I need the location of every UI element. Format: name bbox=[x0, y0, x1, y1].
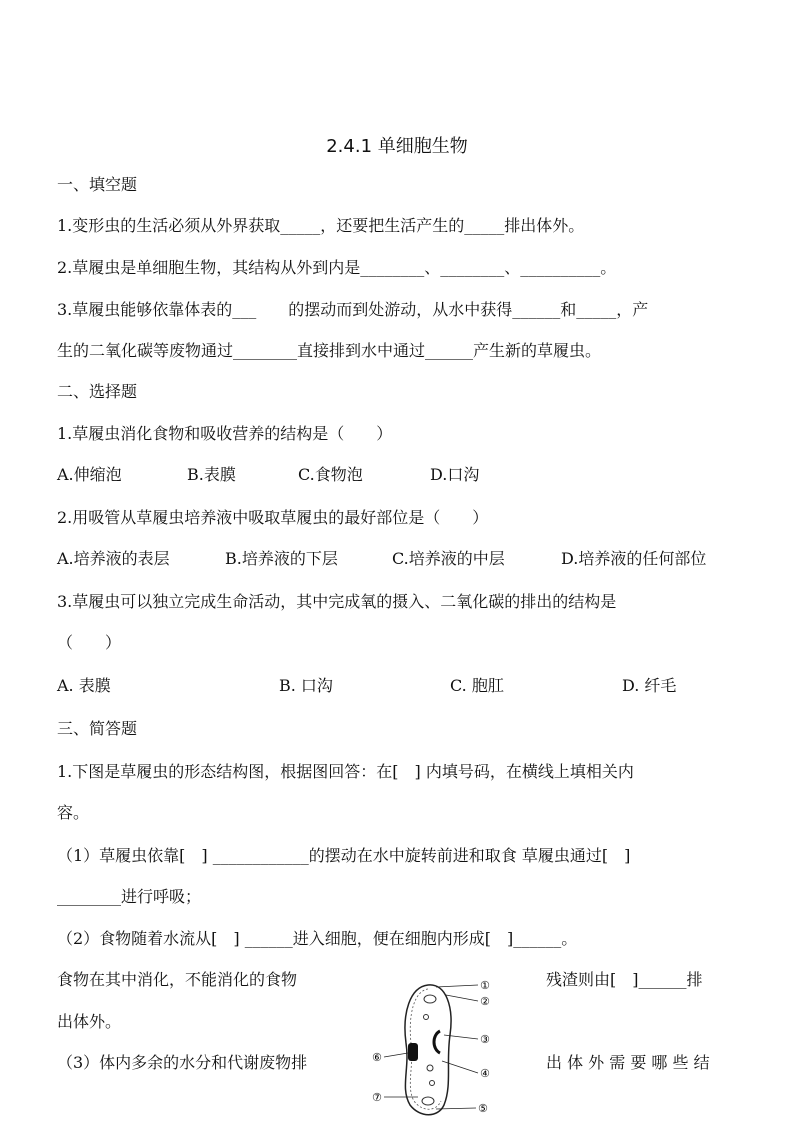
food-vacuole-a bbox=[427, 1065, 433, 1071]
choice-3-option-a: A. 表膜 bbox=[57, 676, 111, 695]
contractile-vacuole bbox=[424, 995, 436, 1003]
food-vacuole-b bbox=[424, 1015, 429, 1020]
oral-groove bbox=[434, 1031, 440, 1053]
label-3: ③ bbox=[480, 1033, 490, 1046]
label-1: ① bbox=[480, 979, 490, 992]
short-question-1-line-1: 1.下图是草履虫的形态结构图，根据图回答：在[ ] 内填号码，在横线上填相关内 bbox=[57, 762, 634, 781]
fill-question-3-line-1: 3.草履虫能够依靠体表的___ 的摆动而到处游动，从水中获得______和_____，产 bbox=[57, 300, 649, 319]
choice-1-option-b: B.表膜 bbox=[187, 465, 236, 484]
choice-2-option-a: A.培养液的表层 bbox=[57, 549, 170, 568]
choice-2-option-c: C.培养液的中层 bbox=[392, 549, 505, 568]
label-4: ④ bbox=[480, 1067, 490, 1080]
choice-1-option-c: C.食物泡 bbox=[298, 465, 363, 484]
choice-2-option-b: B.培养液的下层 bbox=[225, 549, 338, 568]
leader-line-6 bbox=[384, 1053, 408, 1057]
choice-3-option-b: B. 口沟 bbox=[279, 676, 333, 695]
page-title: 2.4.1 单细胞生物 bbox=[326, 136, 468, 157]
food-vacuole-c bbox=[430, 1081, 435, 1086]
sub-question-2-line-1: （2）食物随着水流从[ ] ______进入细胞，便在细胞内形成[ ]______。 bbox=[57, 929, 578, 948]
choice-2-option-d: D.培养液的任何部位 bbox=[561, 549, 707, 568]
leader-line-4 bbox=[442, 1061, 478, 1073]
label-7: ⑦ bbox=[372, 1091, 382, 1104]
leader-line-2 bbox=[446, 995, 478, 1001]
choice-3-option-c: C. 胞肛 bbox=[450, 676, 504, 695]
fill-question-1: 1.变形虫的生活必须从外界获取_____，还要把生活产生的_____排出体外。 bbox=[57, 216, 585, 235]
leader-line-1 bbox=[436, 985, 478, 987]
sub-question-2-line-2-right: 残渣则由[ ]______排 bbox=[546, 970, 703, 989]
short-question-1-line-2: 容。 bbox=[57, 803, 90, 822]
sub-question-1-line-1: （1）草履虫依靠[ ] ____________的摆动在水中旋转前进和取食 草履虫通过[ ] bbox=[57, 846, 631, 865]
fill-question-3-line-2: 生的二氧化碳等废物通过________直接排到水中通过______产生新的草履虫。 bbox=[57, 341, 602, 360]
paramecium-diagram bbox=[370, 973, 500, 1123]
choice-question-1: 1.草履虫消化食物和吸收营养的结构是（ ） bbox=[57, 424, 393, 443]
sub-question-3-left: （3）体内多余的水分和代谢废物排 bbox=[57, 1053, 308, 1072]
label-5: ⑤ bbox=[478, 1102, 488, 1115]
choice-question-3-line-2: （ ） bbox=[57, 633, 122, 652]
section-heading-short-answer: 三、简答题 bbox=[57, 719, 138, 738]
sub-question-3-right: 出 体 外 需 要 哪 些 结 bbox=[546, 1053, 710, 1072]
contractile-vacuole-lower bbox=[422, 1097, 434, 1105]
choice-3-option-d: D. 纤毛 bbox=[622, 676, 677, 695]
sub-question-2-line-2-left: 食物在其中消化，不能消化的食物 bbox=[57, 970, 298, 989]
section-heading-choice: 二、选择题 bbox=[57, 382, 138, 401]
sub-question-1-line-2: ________进行呼吸； bbox=[57, 887, 202, 906]
nucleus bbox=[408, 1043, 418, 1061]
section-heading-fill-in: 一、填空题 bbox=[57, 175, 138, 194]
choice-question-3-line-1: 3.草履虫可以独立完成生命活动，其中完成氧的摄入、二氧化碳的排出的结构是 bbox=[57, 592, 617, 611]
fill-question-2: 2.草履虫是单细胞生物，其结构从外到内是________、________、__________。 bbox=[57, 258, 617, 277]
choice-question-2: 2.用吸管从草履虫培养液中吸取草履虫的最好部位是（ ） bbox=[57, 508, 489, 527]
choice-1-option-a: A.伸缩泡 bbox=[57, 465, 122, 484]
label-2: ② bbox=[480, 995, 490, 1008]
label-6: ⑥ bbox=[372, 1051, 382, 1064]
choice-1-option-d: D.口沟 bbox=[430, 465, 480, 484]
sub-question-2-line-3: 出体外。 bbox=[57, 1012, 122, 1031]
